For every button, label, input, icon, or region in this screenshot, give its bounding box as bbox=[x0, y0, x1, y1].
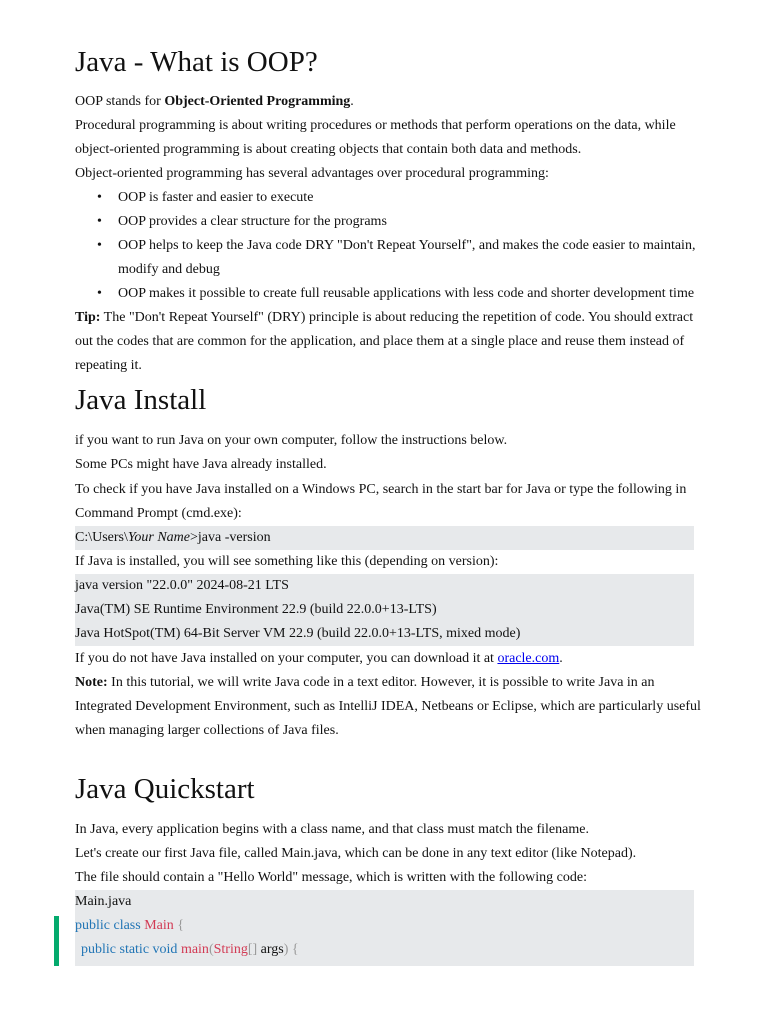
quickstart-heading: Java Quickstart bbox=[75, 773, 255, 805]
quickstart-line-3: The file should contain a "Hello World" message, which is written with the following code: bbox=[75, 870, 587, 885]
oracle-link[interactable]: oracle.com bbox=[497, 651, 560, 666]
tip-line-3: repeating it. bbox=[75, 358, 142, 373]
note-line-2: Integrated Development Environment, such as IntelliJ IDEA, Netbeans or Eclipse, which are particularly useful bbox=[75, 699, 701, 714]
note-line-3: when managing larger collections of Java files. bbox=[75, 723, 339, 738]
tip-label: Tip: bbox=[75, 310, 101, 325]
note-line-1: Note: In this tutorial, we will write Java code in a text editor. However, it is possible to write Java in an bbox=[75, 675, 655, 690]
tip-line-2: out the codes that are common for the application, and place them at a single place and reuse them instead of bbox=[75, 334, 685, 349]
oop-paragraph-2-line-2: object-oriented programming is about creating objects that contain both data and methods. bbox=[75, 142, 582, 157]
install-line-1: if you want to run Java on your own computer, follow the instructions below. bbox=[75, 433, 508, 448]
quickstart-line-2: Let's create our first Java file, called Main.java, which can be done in any text editor (like Notepad). bbox=[75, 846, 637, 861]
bullet-marker: • bbox=[97, 214, 102, 229]
list-item: OOP makes it possible to create full reusable applications with less code and shorter development time bbox=[118, 286, 695, 301]
tip-line-1: Tip: The "Don't Repeat Yourself" (DRY) principle is about reducing the repetition of code. You should extract bbox=[75, 310, 694, 325]
output-line-1: java version "22.0.0" 2024-08-21 LTS bbox=[75, 574, 694, 598]
oop-heading: Java - What is OOP? bbox=[75, 46, 318, 78]
cmd-example: C:\Users\Your Name>java -version bbox=[75, 526, 694, 550]
oop-paragraph-3: Object-oriented programming has several advantages over procedural programming: bbox=[75, 166, 549, 181]
bullet-marker: • bbox=[97, 190, 102, 205]
bullet-marker: • bbox=[97, 286, 102, 301]
code-line-1: public class Main { bbox=[75, 914, 694, 938]
list-item: OOP is faster and easier to execute bbox=[118, 190, 314, 205]
install-line-4: Command Prompt (cmd.exe): bbox=[75, 506, 242, 521]
quickstart-line-1: In Java, every application begins with a class name, and that class must match the filename. bbox=[75, 822, 589, 837]
oop-paragraph-2-line-1: Procedural programming is about writing procedures or methods that perform operations on the data, while bbox=[75, 118, 676, 133]
code-file-name: Main.java bbox=[75, 890, 694, 914]
install-line-3: To check if you have Java installed on a Windows PC, search in the start bar for Java or type the following in bbox=[75, 482, 687, 497]
code-accent-bar bbox=[54, 916, 59, 966]
oop-paragraph-1: OOP stands for Object-Oriented Programming. bbox=[75, 94, 354, 109]
list-item-continuation: modify and debug bbox=[118, 262, 220, 277]
install-heading: Java Install bbox=[75, 384, 207, 416]
list-item: OOP provides a clear structure for the programs bbox=[118, 214, 387, 229]
bullet-marker: • bbox=[97, 238, 102, 253]
output-line-3: Java HotSpot(TM) 64-Bit Server VM 22.9 (build 22.0.0+13-LTS, mixed mode) bbox=[75, 622, 694, 646]
note-label: Note: bbox=[75, 675, 108, 690]
install-line-5: If Java is installed, you will see something like this (depending on version): bbox=[75, 554, 499, 569]
download-line: If you do not have Java installed on your computer, you can download it at oracle.com. bbox=[75, 651, 563, 666]
output-line-2: Java(TM) SE Runtime Environment 22.9 (build 22.0.0+13-LTS) bbox=[75, 598, 694, 622]
code-line-2: public static void main(String[] args) { bbox=[75, 938, 694, 966]
install-line-2: Some PCs might have Java already installed. bbox=[75, 457, 327, 472]
list-item: OOP helps to keep the Java code DRY "Don't Repeat Yourself", and makes the code easier to maintain, bbox=[118, 238, 696, 253]
